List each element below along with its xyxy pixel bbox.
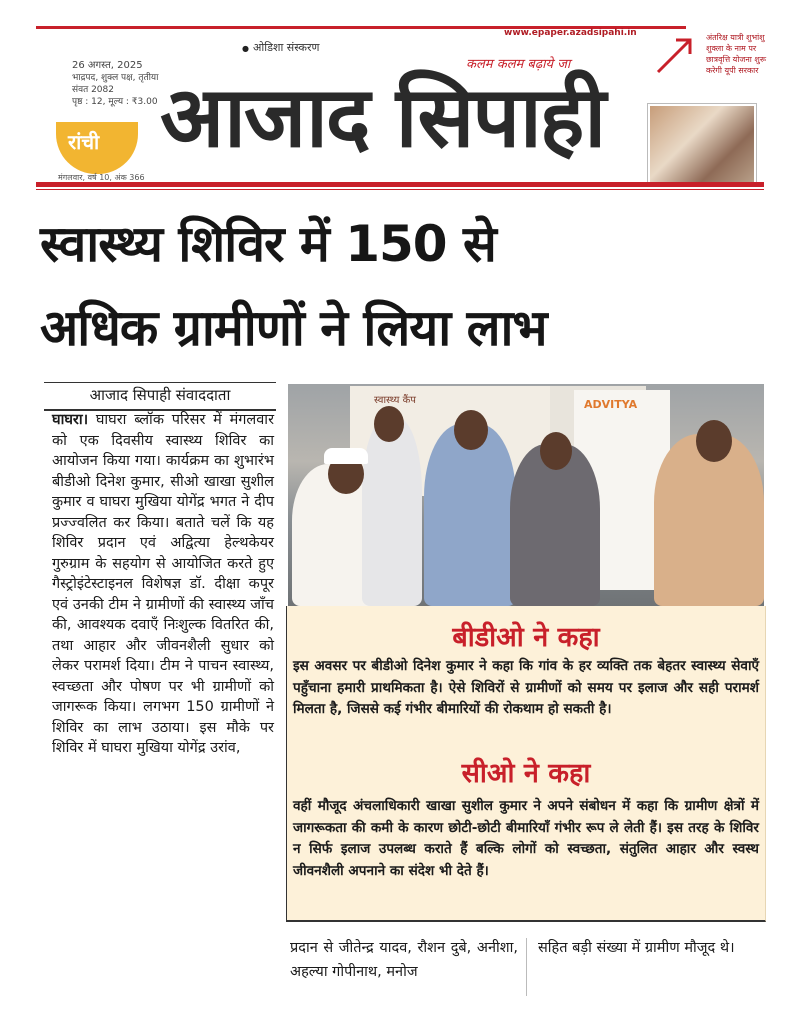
white-cap — [324, 448, 368, 464]
headline-line-1: स्वास्थ्य शिविर में 150 से — [40, 215, 496, 273]
promo-headline: अंतरिक्ष यात्री शुभांशु शुक्ला के नाम पर छात्रवृत्ति योजना शुरू करेगी यूपी सरकार — [706, 33, 767, 75]
continuation-col-1: प्रदान से जीतेन्द्र यादव, रौशन दुबे, अनीशा, अहल्या गोपीनाथ, मनोज — [290, 940, 518, 980]
issue-date: 26 अगस्त, 2025 — [72, 60, 143, 71]
promo-photo — [648, 104, 756, 186]
byline-top-rule — [44, 382, 276, 383]
continuation-col-2: सहित बड़ी संख्या में ग्रामीण मौजूद थे। — [538, 940, 735, 956]
person-figure — [424, 424, 516, 606]
city-name: रांची — [68, 130, 100, 154]
person-head — [696, 420, 732, 462]
main-headline — [40, 202, 780, 370]
masthead-motto: कलम कलम बढ़ाये जा — [466, 57, 571, 72]
column-divider — [526, 938, 527, 996]
bdo-heading: बीडीओ ने कहा — [452, 622, 600, 653]
article-body — [52, 410, 274, 759]
masthead — [36, 22, 768, 190]
edition-label: ● ओडिशा संस्करण — [242, 40, 319, 55]
byline: आजाद सिपाही संवाददाता — [44, 385, 276, 411]
advitya-logo: ADVITYA — [584, 398, 638, 411]
article-photo — [288, 384, 764, 606]
article-dateline: घाघरा। — [52, 412, 89, 428]
camp-banner-text: स्वास्थ्य कैंप — [374, 395, 416, 406]
quote-panel — [286, 606, 766, 922]
newspaper-title: आजाद सिपाही — [160, 68, 605, 166]
city-badge — [56, 122, 138, 174]
bdo-quote: इस अवसर पर बीडीओ दिनेश कुमार ने कहा कि गांव के हर व्यक्ति तक बेहतर स्वास्थ्य सेवाएँ पहुँचाना हमारी प्राथमिकता है। ऐसे शिविरों से ग्रामीणों को समय पर इलाज और सही परामर्श मिलता है, जिससे कई गंभीर बीमारियों की रोकथाम हो सकती है। — [293, 658, 759, 717]
hindu-calendar: भाद्रपद, शुक्ल पक्ष, तृतीया — [72, 73, 159, 83]
samvat-year: संवत 2082 — [72, 85, 114, 95]
promo-arrow-icon — [654, 36, 694, 76]
person-head — [454, 410, 488, 450]
person-head — [374, 406, 404, 442]
pages-price: पृष्ठ : 12, मूल्य : ₹3.00 — [72, 97, 158, 107]
masthead-bottom-rule-thin — [36, 189, 764, 190]
co-heading: सीओ ने कहा — [461, 758, 591, 789]
person-head — [540, 432, 572, 470]
article-text: घाघरा ब्लॉक परिसर में मंगलवार को एक दिवसीय स्वास्थ्य शिविर का आयोजन किया गया। कार्यक्रम का शुभारंभ बीडीओ दिनेश कुमार, सीओ खाखा सुशील कुमार व घाघरा मुखिया योगेंद्र भगत ने दीप प्रज्ज्वलित कर किया। बताते चलें कि यह शिविर प्रदान एवं अद्वित्या हेल्थकेयर गुरुग्राम के सहयोग से आयोजित करते हुए गैस्ट्रोइंटेस्टाइनल विशेषज्ञ डॉ. दीक्षा कपूर एवं उनकी टीम ने ग्रामीणों की स्वास्थ्य जाँच की, आवश्यक दवाएँ निःशुल्क वितरित की, तथा आहार और जीवनशैली सुधार को लेकर परामर्श दिया। टीम ने पाचन स्वास्थ्य, स्वच्छता और पोषण पर भी ग्रामीणों को जागरूक किया। लगभग 150 ग्रामीणों ने शिविर का लाभ उठाया। इस मौके पर शिविर में घाघरा मुखिया योगेंद्र उरांव, — [52, 412, 274, 756]
issue-number: मंगलवार, वर्ष 10, अंक 366 — [58, 173, 145, 182]
co-quote: वहीं मौजूद अंचलाधिकारी खाखा सुशील कुमार ने अपने संबोधन में कहा कि ग्रामीण क्षेत्रों में जागरूकता की कमी के कारण छोटी-छोटी बीमारियाँ गंभीर रूप ले लेती हैं। इस तरह के शिविर न सिर्फ इलाज उपलब्ध कराते हैं बल्कि लोगों को स्वच्छता, संतुलित आहार और स्वस्थ जीवनशैली अपनाने का संदेश भी देते हैं। — [293, 798, 759, 879]
headline-line-2: अधिक ग्रामीणों ने लिया लाभ — [40, 299, 547, 357]
masthead-dateline — [72, 60, 162, 108]
promo-box[interactable] — [640, 24, 768, 184]
epaper-url[interactable]: www.epaper.azadsipahi.in — [504, 28, 637, 38]
person-figure — [362, 418, 422, 606]
masthead-bottom-rule — [36, 182, 764, 187]
